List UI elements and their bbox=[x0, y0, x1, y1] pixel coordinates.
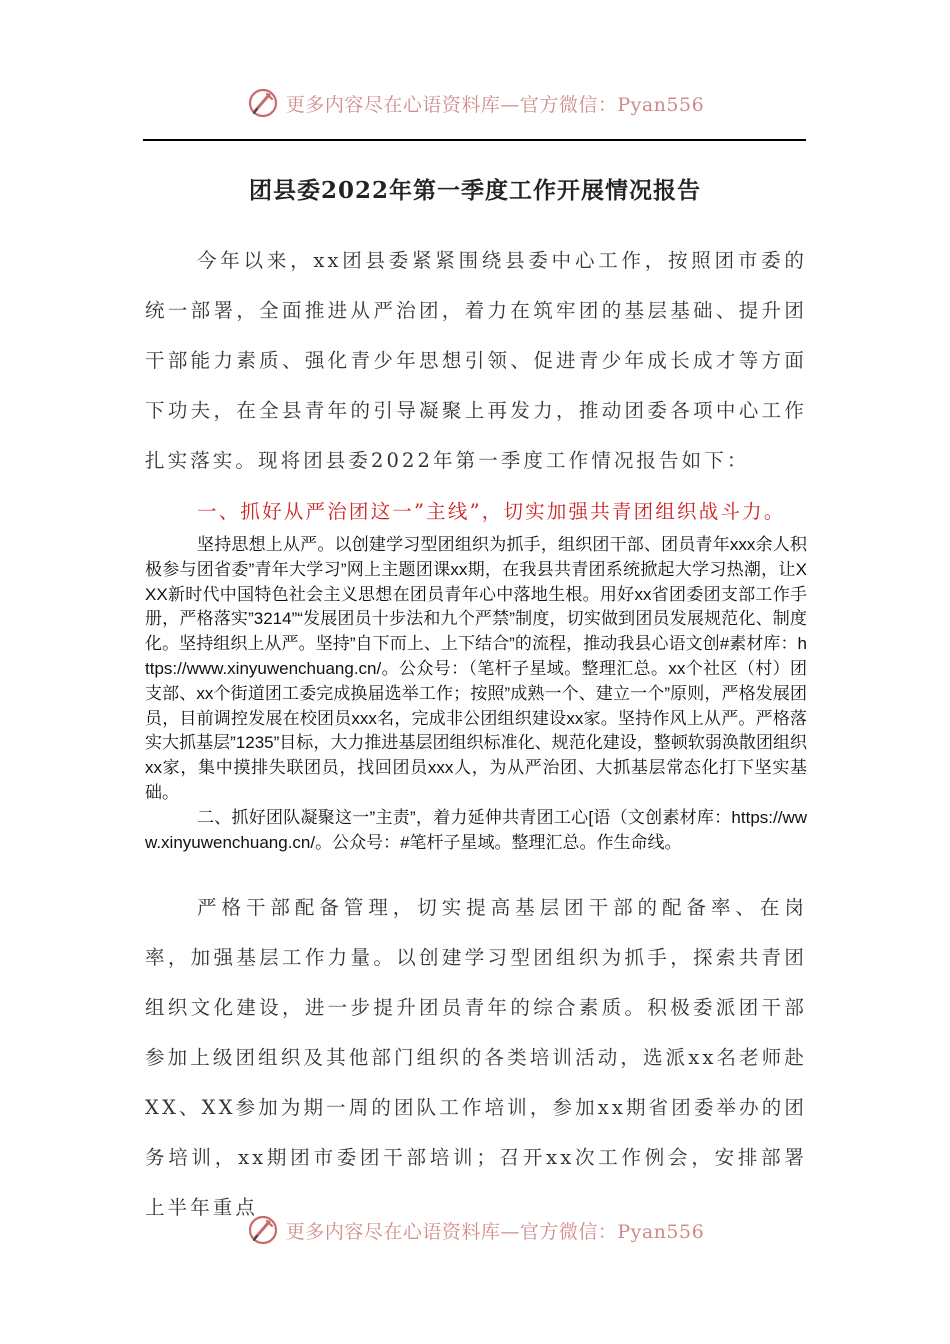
watermark-header bbox=[0, 83, 950, 123]
watermark-text: 更多内容尽在心语资料库—官方微信：Pyan556 bbox=[285, 1220, 705, 1243]
watermark-text: 更多内容尽在心语资料库—官方微信：Pyan556 bbox=[285, 93, 705, 116]
section-one-body: 坚持思想上从严。以创建学习型团组织为抓手，组织团干部、团员青年xxx余人积极参与团省委”青年大学习”网上主题团课xx期，在我县共青团系统掀起大学习热潮，让XXX新时代中国特色社会主义思想在团员青年心中落地生根。用好xx省团委团支部工作手册，严格落实”3214”“发展团员十步法和九个严禁”制度，切实做到团员发展规范化、制度化。坚持组织上从严。坚持”自下而上、上下结合”的流程，推动我县心语文创#素材库：https://www.xinyuwenchuang.cn/。公众号：（笔杆子星域。整理汇总。xx个社区（村）团支部、xx个街道团工委完成换届选举工作；按照”成熟一个、建立一个”原则，严格发展团员，目前调控发展在校团员xxx名，完成非公团组织建设xx家。坚持作风上从严。严格落实大抓基层”1235”目标，大力推进基层团组织标准化、规范化建设，整顿软弱涣散团组织xx家，集中摸排失联团员，找回团员xxx人，为从严治团、大抓基层常态化打下坚实基础。 bbox=[145, 535, 807, 802]
header-divider bbox=[143, 139, 806, 141]
document-title: 团县委2022年第一季度工作开展情况报告 bbox=[248, 177, 701, 204]
pen-logo-icon bbox=[246, 86, 280, 120]
watermark-footer bbox=[0, 1210, 950, 1250]
dense-text-block bbox=[145, 533, 807, 855]
intro-paragraph: 今年以来，xx团县委紧紧围绕县委中心工作，按照团市委的统一部署，全面推进从严治团，着力在筑牢团的基层基础、提升团干部能力素质、强化青少年思想引领、促进青少年成长成才等方面下功夫，在全县青年的引导凝聚上再发力，推动团委各项中心工作扎实落实。现将团县委2022年第一季度工作情况报告如下： bbox=[145, 249, 807, 472]
section-two-body: 二、抓好团队凝聚这一”主责”，着力延伸共青团工心[语（文创素材库：https://www.xinyuwenchuang.cn/。公众号：#笔杆子星域。整理汇总。作生命线。 bbox=[145, 807, 807, 852]
section-one-heading: 一、抓好从严治团这一”主线”，切实加强共青团组织战斗力。 bbox=[197, 500, 786, 523]
section-three-paragraph: 严格干部配备管理，切实提高基层团干部的配备率、在岗率，加强基层工作力量。以创建学习型团组织为抓手，探索共青团组织文化建设，进一步提升团员青年的综合素质。积极委派团干部参加上级团组织及其他部门组织的各类培训活动，选派xx名老师赴XX、XX参加为期一周的团队工作培训，参加xx期省团委举办的团务培训，xx期团市委团干部培训；召开xx次工作例会，安排部署上半年重点 bbox=[145, 896, 807, 1219]
pen-logo-icon bbox=[246, 1213, 280, 1247]
